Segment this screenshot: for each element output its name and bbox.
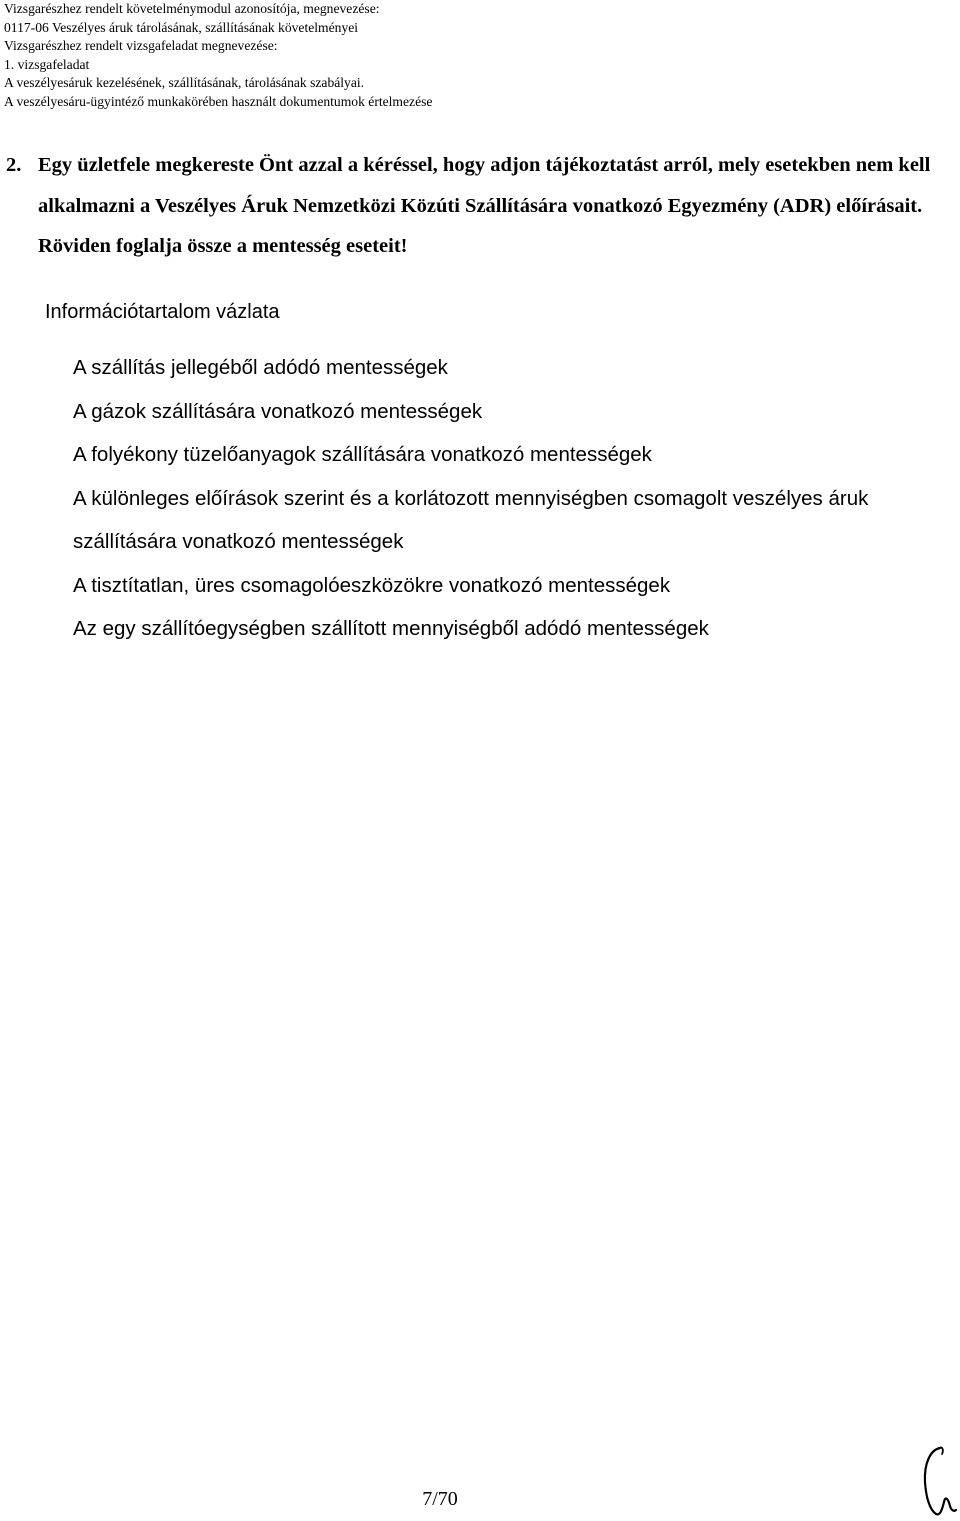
outline-item: A gázok szállítására vonatkozó mentességek bbox=[73, 399, 483, 423]
question-block bbox=[6, 145, 938, 267]
outline-list bbox=[73, 346, 933, 651]
signature-mark bbox=[918, 1440, 958, 1520]
question-text: Egy üzletfele megkereste Önt azzal a kéréssel, hogy adjon tájékoztatást arról, mely esetekben nem kell alkalmazni a Veszélyes Áruk Nemzetközi Közúti Szállítására vonatkozó Egyezmény (ADR) előírásait. Röviden foglalja össze a mentesség eseteit! bbox=[38, 154, 931, 257]
header-task-subtitle: A veszélyesáru-ügyintéző munkakörében használt dokumentumok értelmezése bbox=[4, 93, 433, 109]
header-module-label: Vizsgarészhez rendelt követelménymodul azonosítója, megnevezése: bbox=[4, 1, 380, 16]
page-number: 7/70 bbox=[422, 1488, 458, 1510]
document-header bbox=[4, 0, 944, 111]
header-task-label: Vizsgarészhez rendelt vizsgafeladat megnevezése: bbox=[4, 38, 278, 53]
outline-heading: Információtartalom vázlata bbox=[45, 301, 280, 323]
outline-item: A szállítás jellegéből adódó mentességek bbox=[73, 356, 448, 379]
header-module-title: 0117-06 Veszélyes áruk tárolásának, szállításának követelményei bbox=[4, 19, 359, 35]
outline-item: A folyékony tüzelőanyagok szállítására vonatkozó mentességek bbox=[73, 443, 652, 466]
header-task-title: A veszélyesáruk kezelésének, szállításának, tárolásának szabályai. bbox=[4, 75, 365, 90]
outline-item: A tisztítatlan, üres csomagolóeszközökre vonatkozó mentességek bbox=[73, 573, 671, 597]
outline-item: Az egy szállítóegységben szállított mennyiségből adódó mentességek bbox=[73, 617, 709, 640]
header-task-number: 1. vizsgafeladat bbox=[4, 56, 90, 72]
question-number: 2. bbox=[6, 154, 22, 176]
outline-item: A különleges előírások szerint és a korlátozott mennyiségben csomagolt veszélyes áruk szállítására vonatkozó mentességek bbox=[73, 486, 869, 553]
